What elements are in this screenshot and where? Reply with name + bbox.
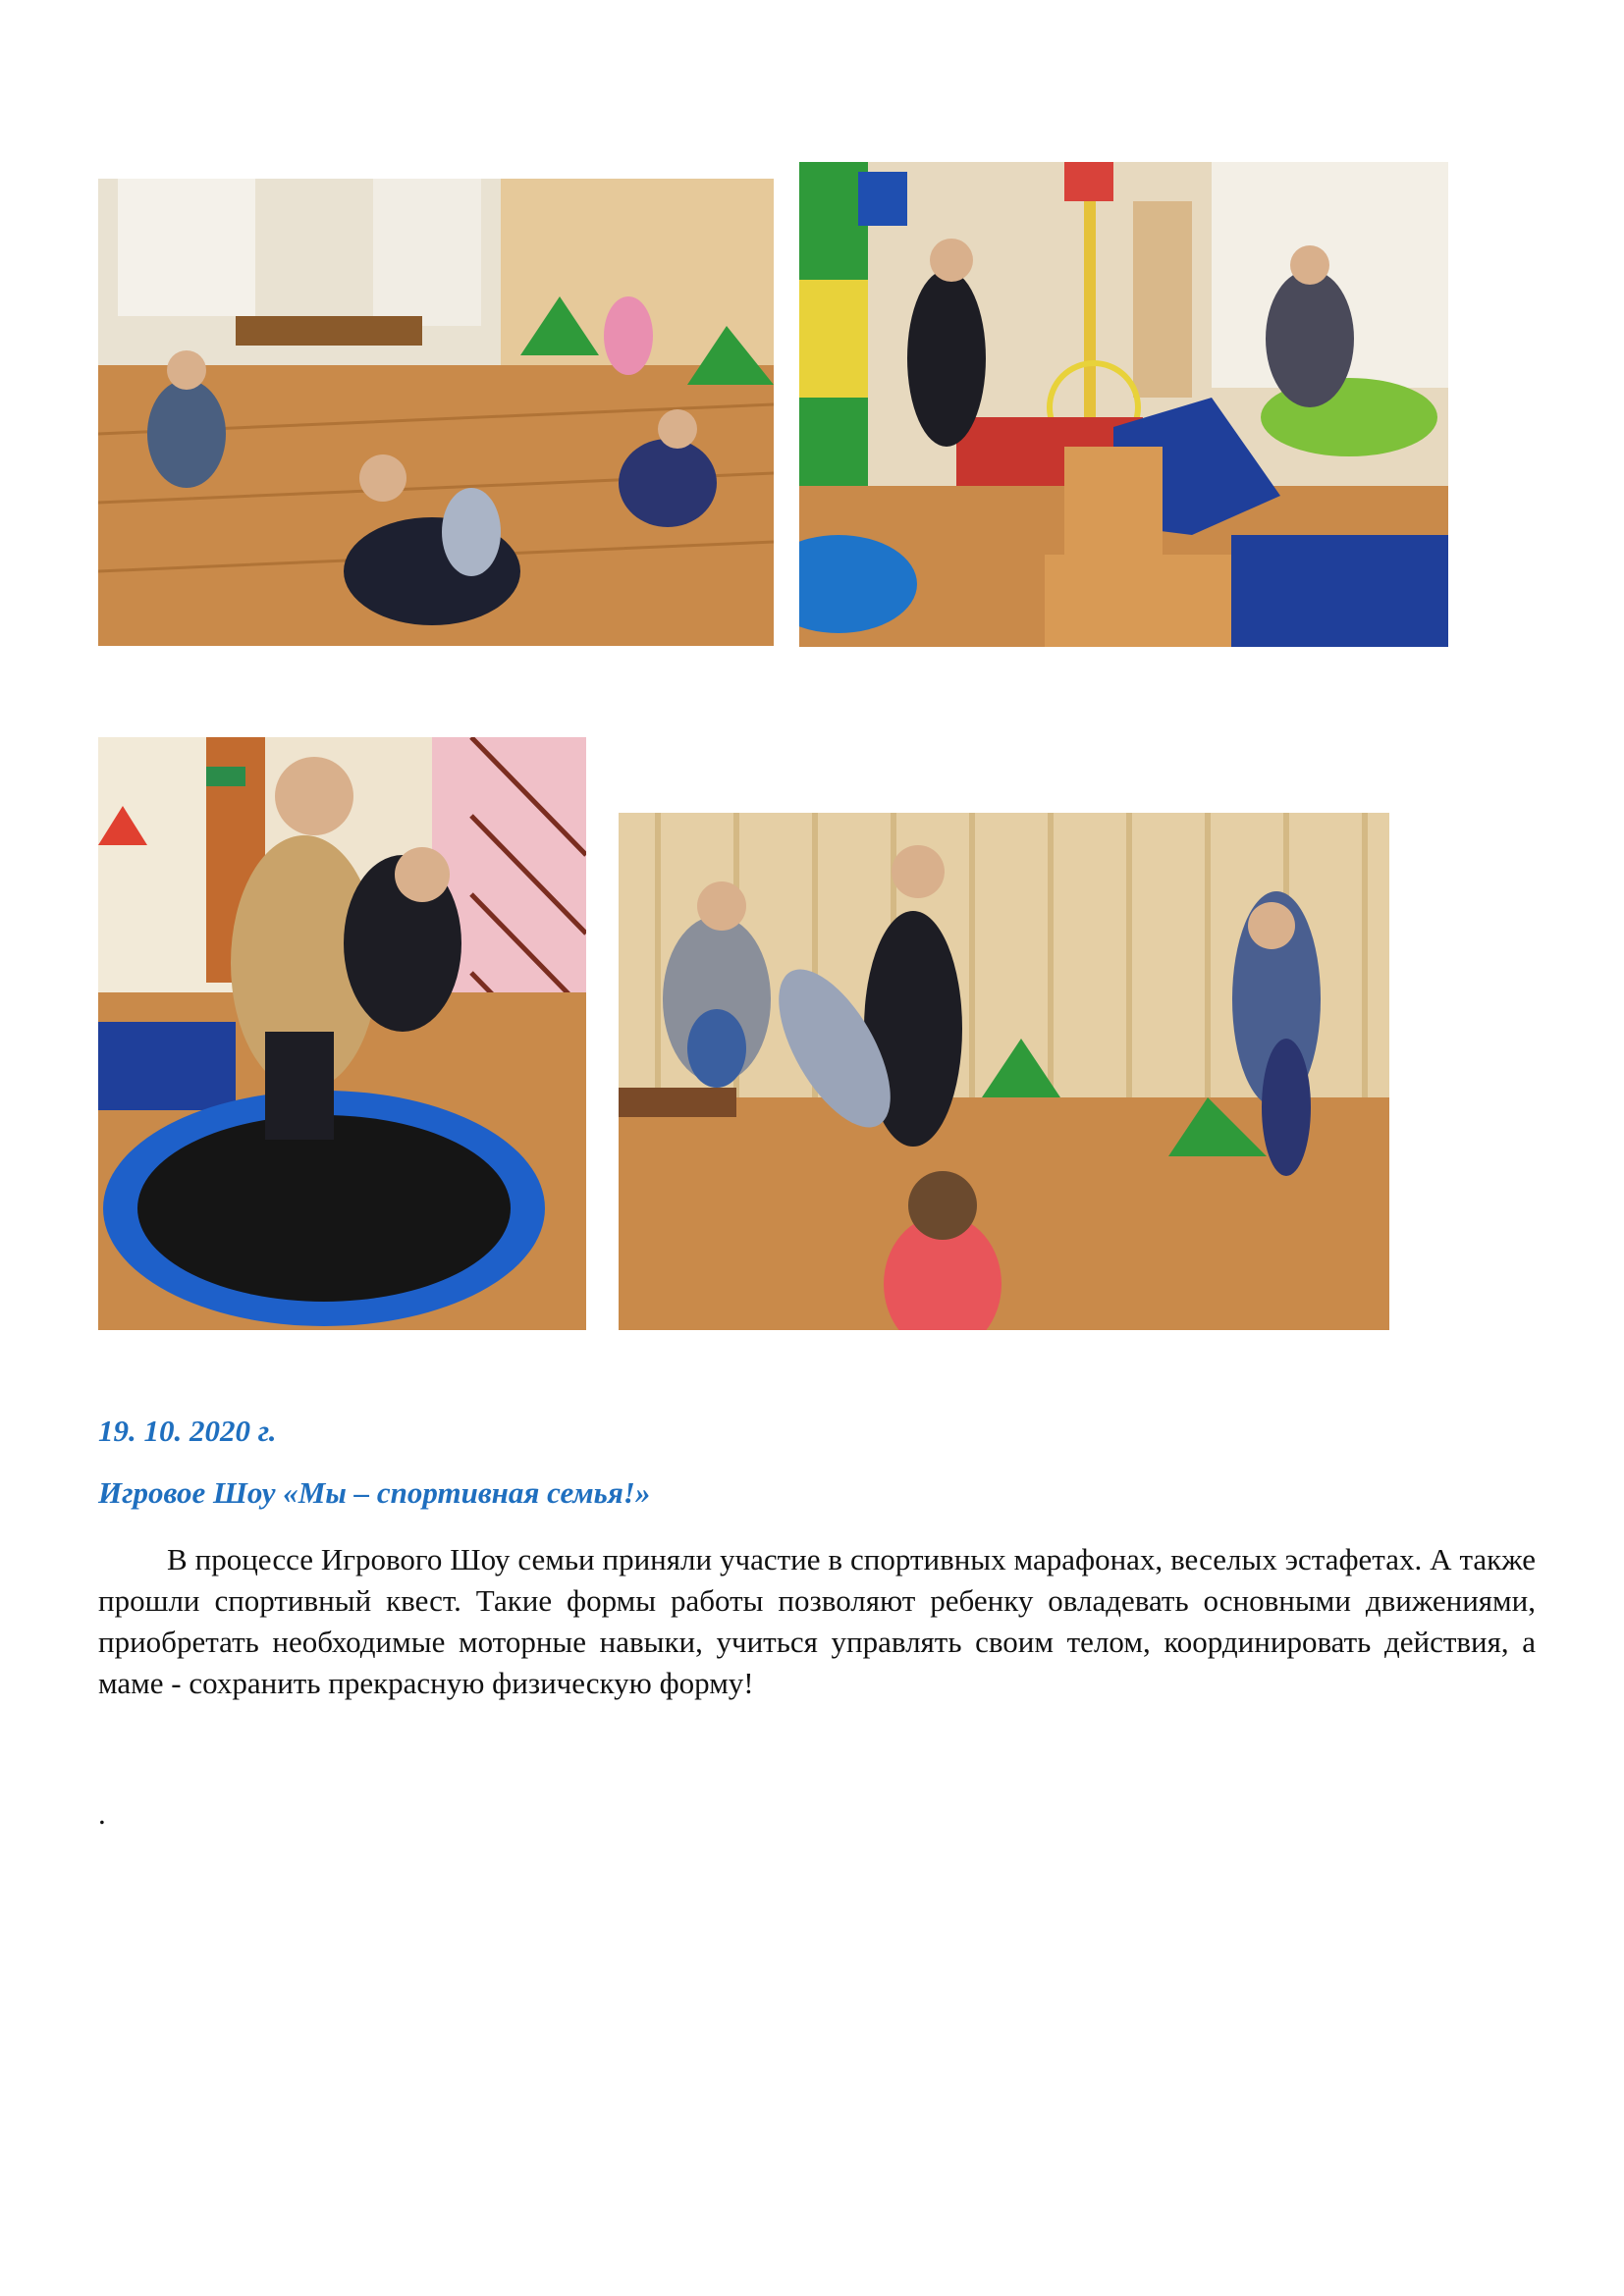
photo-swinging-toddlers [619,813,1389,1330]
article-body: В процессе Игрового Шоу семьи приняли участие в спортивных марафонах, веселых эстафетах. А также прошли спортивный квест. Такие формы работы позволяют ребенку овладевать основными движениями, приобретать необходимые моторные навыки, учиться управлять своим телом, координировать действия, а маме - сохранить прекрасную физическую форму! [98,1542,1536,1700]
photo-play-blocks [799,162,1448,647]
photo-2-image [799,162,1448,647]
photo-parents-sitting [98,179,774,646]
event-title: Игровое Шоу «Мы – спортивная семья!» [98,1475,651,1510]
photo-3-image [98,737,586,1330]
date-heading: 19. 10. 2020 г. [98,1414,277,1448]
photo-4-image [619,813,1389,1330]
photo-1-image [98,179,774,646]
trailing-mark: . [98,1796,106,1831]
photo-trampoline [98,737,586,1330]
